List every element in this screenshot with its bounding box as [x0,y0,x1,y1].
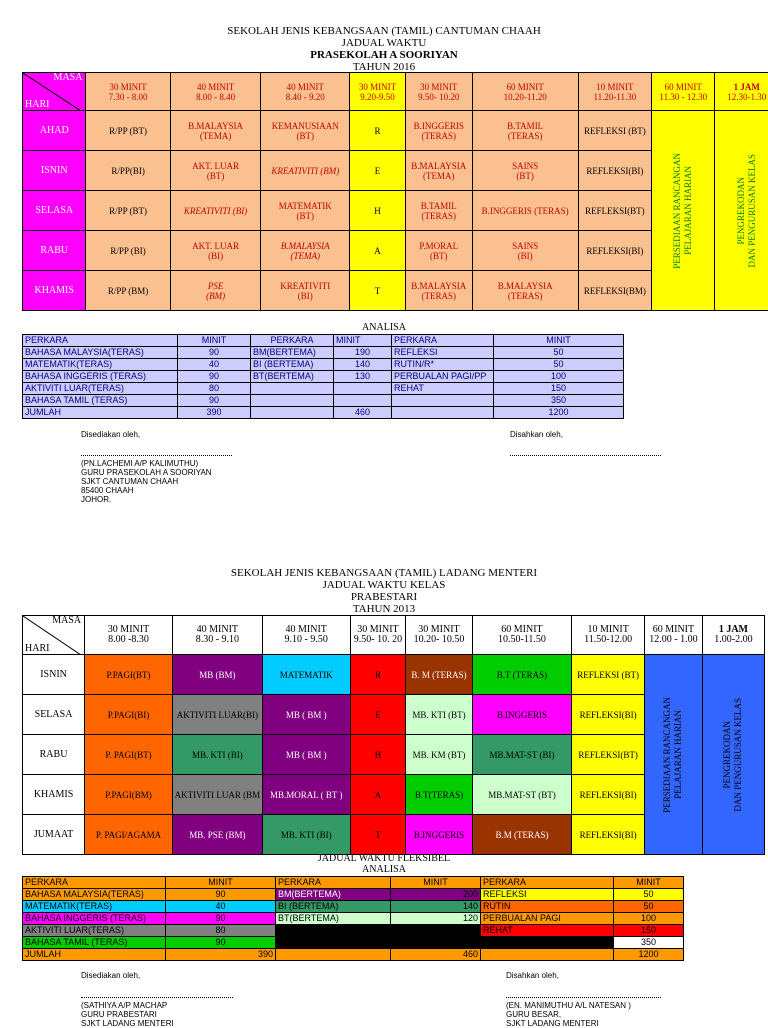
lesson-cell: MB ( BM ) [262,735,350,775]
slot-header: 60 MINIT 10.20-11.20 [472,73,578,111]
lesson-cell: P.PAGI(BM) [85,775,173,815]
lesson-cell: KREATIVITI (BM) [261,151,350,191]
signatory-1: (PN.LACHEMI A/P KALIMUTHU) GURU PRASEKOLAH A SOORIYAN SJKT CANTUMAN CHAAH 85400 CHAAH JOHOR. [81,459,212,504]
lesson-cell: P.MORAL (BT) [405,231,472,271]
rehat-letter: T [350,271,406,311]
lesson-cell: AKT. LUAR (BI) [170,231,261,271]
lesson-cell: MB. PSE (BM) [172,815,262,855]
rehat-letter: R [350,111,406,151]
analisa-row: BAHASA TAMIL (TERAS) 90 350 [23,937,684,949]
timetable-title-2: JADUAL WAKTU KELAS [322,579,446,591]
lesson-cell: B.T(TERAS) [406,775,472,815]
lesson-cell: MB.MORAL ( BT ) [262,775,350,815]
analisa-row: AKTIVITI LUAR(TERAS) 80 REHAT 150 [23,383,624,395]
day-cell: AHAD [23,111,86,151]
lesson-cell: R/PP (BM) [86,271,170,311]
slot-header: 10 MINIT 11.20-11.30 [578,73,651,111]
slot-header: 60 MINIT 11.30 - 12.30 [652,73,715,111]
lesson-cell: B.TAMIL (TERAS) [405,191,472,231]
signature-line [510,455,661,456]
lesson-cell: B.MALAYSIA (TEMA) [261,231,350,271]
slot-header: 30 MINIT 9.50- 10. 20 [350,616,406,655]
lesson-cell: AKTIVITI LUAR (BM [172,775,262,815]
analisa-row: BAHASA INGGERIS (TERAS) 90 BT(BERTEMA) 130 PERBUALAN PAGI/PP 100 [23,371,624,383]
masa-hari-header [23,616,85,655]
approved-by-1: Disahkan oleh, [510,430,563,439]
lesson-cell: B.INGGERIS [406,815,472,855]
persediaan-cell [645,655,703,855]
slot-header: 40 MINIT 8.00 - 8.40 [170,73,261,111]
pengrekodan-text: PENGREKODAN DAN PENGURUSAN KELAS [735,153,757,268]
lesson-cell: B.INGGERIS (TERAS) [472,191,578,231]
slot-header: 30 MINIT 10.20- 10.50 [406,616,472,655]
lesson-cell: REFLEKSI(BT) [578,191,651,231]
slot-header: 30 MINIT 9.50- 10.20 [405,73,472,111]
hari-label: HARI [25,643,50,654]
lesson-cell: KREATIVITI (BI) [170,191,261,231]
lesson-cell: R/PP (BT) [86,191,170,231]
slot-header: 60 MINIT 12.00 - 1.00 [645,616,703,655]
lesson-cell: REFLEKSI(BI) [572,815,645,855]
day-cell: SELASA [23,695,85,735]
prepared-by-2: Disediakan oleh, [81,971,141,980]
rehat-letter: R [350,655,406,695]
analisa-head: PERKARA MINIT PERKARA MINIT PERKARA MINIT [23,335,624,347]
lesson-cell: MB. KM (BT) [406,735,472,775]
lesson-cell: P.PAGI(BT) [85,655,173,695]
signature-line [81,997,233,998]
lesson-cell: REFLEKSI(BI) [572,695,645,735]
timetable-title-1: JADUAL WAKTU [341,37,427,49]
rehat-letter: H [350,735,406,775]
lesson-cell: MB. KTI (BI) [172,735,262,775]
persediaan-cell [652,111,715,311]
pengrekodan-cell [715,111,768,311]
lesson-cell: SAINS (BT) [472,151,578,191]
lesson-cell: MB (BM) [172,655,262,695]
class-name-1: PRASEKOLAH A SOORIYAN [310,49,458,61]
masa-hari-header [23,73,86,111]
school-name-1: SEKOLAH JENIS KEBANGSAAN (TAMIL) CANTUMAN CHAAH [227,25,541,37]
lesson-cell: P. PAGI/AGAMA [85,815,173,855]
class-name-2: PRABESTARI [350,591,418,603]
approved-by-2: Disahkan oleh, [506,971,559,980]
persediaan-text: PERSEDIAAN RANCANGAN PELAJARAN HARIAN [662,696,684,813]
slot-header: 30 MINIT 9.20-9.50 [350,73,406,111]
lesson-cell: REFLEKSI (BT) [578,111,651,151]
slot-header: 40 MINIT 9.10 - 9.50 [262,616,350,655]
slot-header: 30 MINIT 7.30 - 8.00 [86,73,170,111]
year-1: TAHUN 2016 [352,61,416,73]
year-2: TAHUN 2013 [352,603,416,615]
lesson-cell: R/PP (BI) [86,231,170,271]
lesson-cell: MATEMATIK (BT) [261,191,350,231]
lesson-cell: REFLEKSI(BI) [578,151,651,191]
analisa-title-2: ANALISA [362,864,406,875]
timetable-1 [22,72,768,311]
lesson-cell: MATEMATIK [262,655,350,695]
rehat-letter: H [350,191,406,231]
slot-header: 1 JAM 1.00-2.00 [702,616,764,655]
lesson-cell: P. PAGI(BT) [85,735,173,775]
rehat-letter: A [350,231,406,271]
slot-header: 30 MINIT 8.00 -8.30 [85,616,173,655]
lesson-cell: KEMANUSIAAN (BT) [261,111,350,151]
lesson-cell: AKT. LUAR (BT) [170,151,261,191]
lesson-cell: B.INGGERIS (TERAS) [405,111,472,151]
analisa-row: BAHASA TAMIL (TERAS) 90 350 [23,395,624,407]
lesson-cell: B.MALAYSIA (TERAS) [405,271,472,311]
slot-header: 1 JAM 12.30-1.30 [715,73,768,111]
lesson-cell: REFLEKSI(BM) [578,271,651,311]
day-cell: KHAMIS [23,775,85,815]
signature-line [506,997,661,998]
analisa-row: AKTIVITI LUAR(TERAS) 80 REHAT 150 [23,925,684,937]
lesson-cell: MB ( BM ) [262,695,350,735]
lesson-cell: AKTIVITI LUAR(BI) [172,695,262,735]
lesson-cell: MB.MAT-ST (BT) [472,775,572,815]
lesson-cell: B.INGGERIS [472,695,572,735]
day-cell: RABU [23,231,86,271]
slot-header: 40 MINIT 8.40 - 9.20 [261,73,350,111]
lesson-cell: B.MALAYSIA (TERAS) [472,271,578,311]
day-cell: ISNIN [23,151,86,191]
analisa-table-2 [22,876,684,961]
lesson-cell: REFLEKSI (BT) [572,655,645,695]
lesson-cell: R/PP (BT) [86,111,170,151]
signatory-2: (SATHIYA A/P MACHAP GURU PRABESTARI SJKT LADANG MENTERI [81,1001,174,1028]
masa-label: MASA [53,72,83,83]
slot-header: 10 MINIT 11.50-12.00 [572,616,645,655]
rehat-letter: T [350,815,406,855]
analisa-row: MATEMATIK(TERAS) 40 BI (BERTEMA) 140 RUTIN/R* 50 [23,359,624,371]
pengrekodan-cell [702,655,764,855]
lesson-cell: R/PP(BI) [86,151,170,191]
lesson-cell: P.PAGI(BI) [85,695,173,735]
rehat-letter: E [350,695,406,735]
lesson-cell: KREATIVITI (BI) [261,271,350,311]
lesson-cell: MB. KTI (BI) [262,815,350,855]
slot-header: 40 MINIT 8.30 - 9.10 [172,616,262,655]
lesson-cell: B.MALAYSIA (TEMA) [170,111,261,151]
day-cell: KHAMIS [23,271,86,311]
day-cell: ISNIN [23,655,85,695]
lesson-cell: SAINS (BI) [472,231,578,271]
prepared-by-1: Disediakan oleh, [81,430,141,439]
lesson-cell: MB. KTI (BT) [406,695,472,735]
analisa-total-row: JUMLAH 390 460 1200 [23,407,624,419]
flex-title: JADUAL WAKTU FLEKSIBEL [317,853,451,864]
rehat-letter: E [350,151,406,191]
signatory-3: (EN. MANIMUTHU A/L NATESAN ) GURU BESAR, SJKT LADANG MENTERI [506,1001,631,1028]
lesson-cell: B.T (TERAS) [472,655,572,695]
analisa-row: BAHASA MALAYSIA(TERAS) 90 BM(BERTEMA) 200 REFLEKSI 50 [23,889,684,901]
analisa-row: BAHASA MALAYSIA(TERAS) 90 BM(BERTEMA) 190 REFLEKSI 50 [23,347,624,359]
lesson-cell: PSE (BM) [170,271,261,311]
rehat-letter: A [350,775,406,815]
lesson-cell: MB.MAT-ST (BI) [472,735,572,775]
analisa-head: PERKARA MINIT PERKARA MINIT PERKARA MINIT [23,877,684,889]
pengrekodan-text: PENGREKODAN DAN PENGURUSAN KELAS [722,697,744,812]
analisa-total-row: JUMLAH 390 460 1200 [23,949,684,961]
lesson-cell: REFLEKSI(BI) [578,231,651,271]
lesson-cell: B.TAMIL (TERAS) [472,111,578,151]
school-name-2: SEKOLAH JENIS KEBANGSAAN (TAMIL) LADANG MENTERI [230,567,538,579]
lesson-cell: B. M (TERAS) [406,655,472,695]
day-cell: JUMAAT [23,815,85,855]
lesson-cell: B.MALAYSIA (TEMA) [405,151,472,191]
analisa-row: MATEMATIK(TERAS) 40 BI (BERTEMA) 140 RUTIN 50 [23,901,684,913]
analisa-title-1: ANALISA [362,322,406,333]
lesson-cell: REFLEKSI(BT) [572,735,645,775]
analisa-table-1 [22,334,624,419]
signature-line [81,455,232,456]
lesson-cell: REFLEKSI(BI) [572,775,645,815]
analisa-row: BAHASA INGGERIS (TERAS) 90 BT(BERTEMA) 120 PERBUALAN PAGI 100 [23,913,684,925]
lesson-cell: B.M (TERAS) [472,815,572,855]
timetable-2 [22,615,765,855]
hari-label: HARI [25,99,50,110]
slot-header: 60 MINIT 10.50-11.50 [472,616,572,655]
day-cell: RABU [23,735,85,775]
masa-label: MASA [52,615,82,626]
persediaan-text: PERSEDIAAN RANCANGAN PELAJARAN HARIAN [672,152,694,269]
day-cell: SELASA [23,191,86,231]
